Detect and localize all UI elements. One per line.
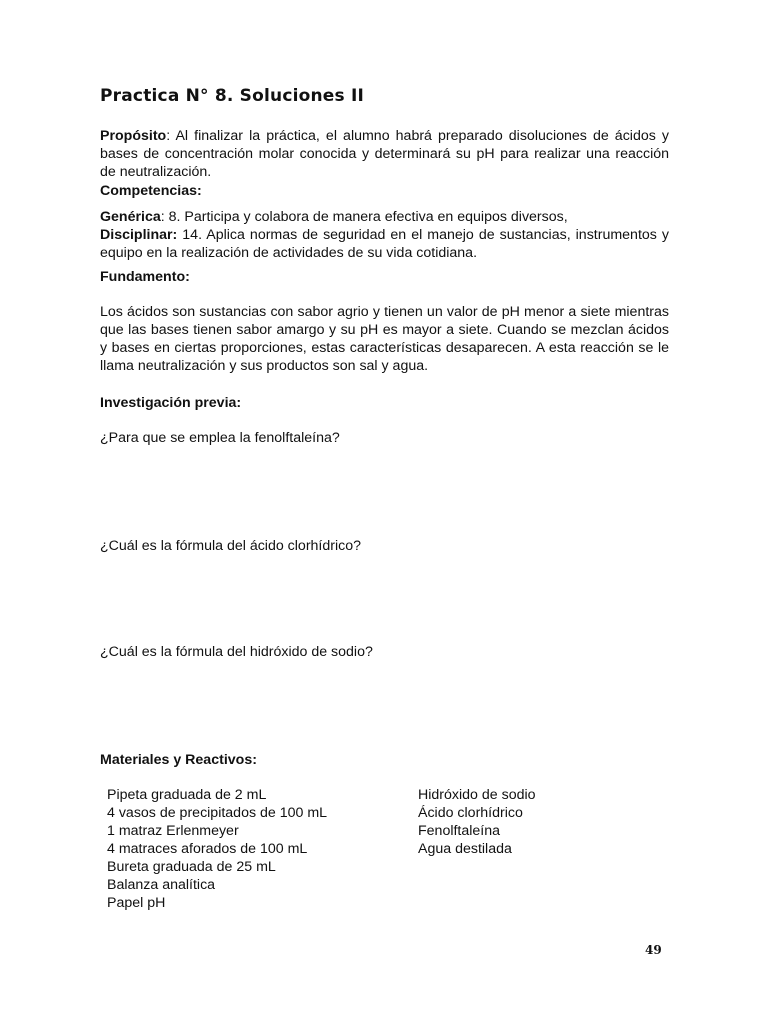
list-item: 4 vasos de precipitados de 100 mL — [107, 805, 328, 821]
list-item: Papel pH — [107, 895, 166, 911]
generic-text: : 8. Participa y colabora de manera efectiva en equipos diversos, — [160, 209, 568, 225]
list-item: 4 matraces aforados de 100 mL — [107, 841, 308, 857]
purpose-label: Propósito — [100, 128, 167, 144]
list-item: Bureta graduada de 25 mL — [107, 859, 276, 875]
materials-list — [107, 786, 327, 912]
competencies-section — [100, 208, 669, 262]
page-title: Practica N° 8. Soluciones II — [100, 86, 365, 106]
question-3: ¿Cuál es la fórmula del hidróxido de sodio? — [100, 644, 373, 660]
reagents-list — [418, 786, 536, 858]
list-item: Agua destilada — [418, 841, 512, 857]
purpose-text: : Al finalizar la práctica, el alumno habrá preparado disoluciones de ácidos y bases de concentración molar conocida y determinará su pH para realizar una reacción de neutralización. — [100, 128, 669, 180]
disciplinary-text: 14. Aplica normas de seguridad en el manejo de sustancias, instrumentos y equipo en la realización de actividades de su vida cotidiana. — [100, 227, 669, 261]
question-1: ¿Para que se emplea la fenolftaleína? — [100, 430, 340, 446]
page-number: 49 — [645, 943, 662, 957]
list-item: Balanza analítica — [107, 877, 216, 893]
list-item: Ácido clorhídrico — [418, 805, 523, 821]
question-2: ¿Cuál es la fórmula del ácido clorhídrico? — [100, 538, 362, 554]
disciplinary-label: Disciplinar: — [100, 227, 178, 243]
purpose-paragraph — [100, 127, 669, 181]
disciplinary-competency — [100, 226, 669, 262]
fundamento-paragraph: Los ácidos son sustancias con sabor agrio y tienen un valor de pH menor a siete mientras que las bases tienen sabor amargo y su pH es mayor a siete. Cuando se mezclan ácidos y bases en ciertas proporciones, estas características desaparecen. A esta reacción se le llama neutralización y sus productos son sal y agua. — [100, 304, 669, 374]
list-item: Hidróxido de sodio — [418, 787, 536, 803]
competencies-heading: Competencias: — [100, 183, 202, 199]
fundamento-heading: Fundamento: — [100, 269, 190, 285]
generic-competency — [100, 208, 669, 226]
list-item: Fenolftaleína — [418, 823, 501, 839]
list-item: 1 matraz Erlenmeyer — [107, 823, 239, 839]
materials-heading: Materiales y Reactivos: — [100, 752, 257, 768]
generic-label: Genérica — [100, 209, 161, 225]
investigation-heading: Investigación previa: — [100, 395, 242, 411]
list-item: Pipeta graduada de 2 mL — [107, 787, 267, 803]
